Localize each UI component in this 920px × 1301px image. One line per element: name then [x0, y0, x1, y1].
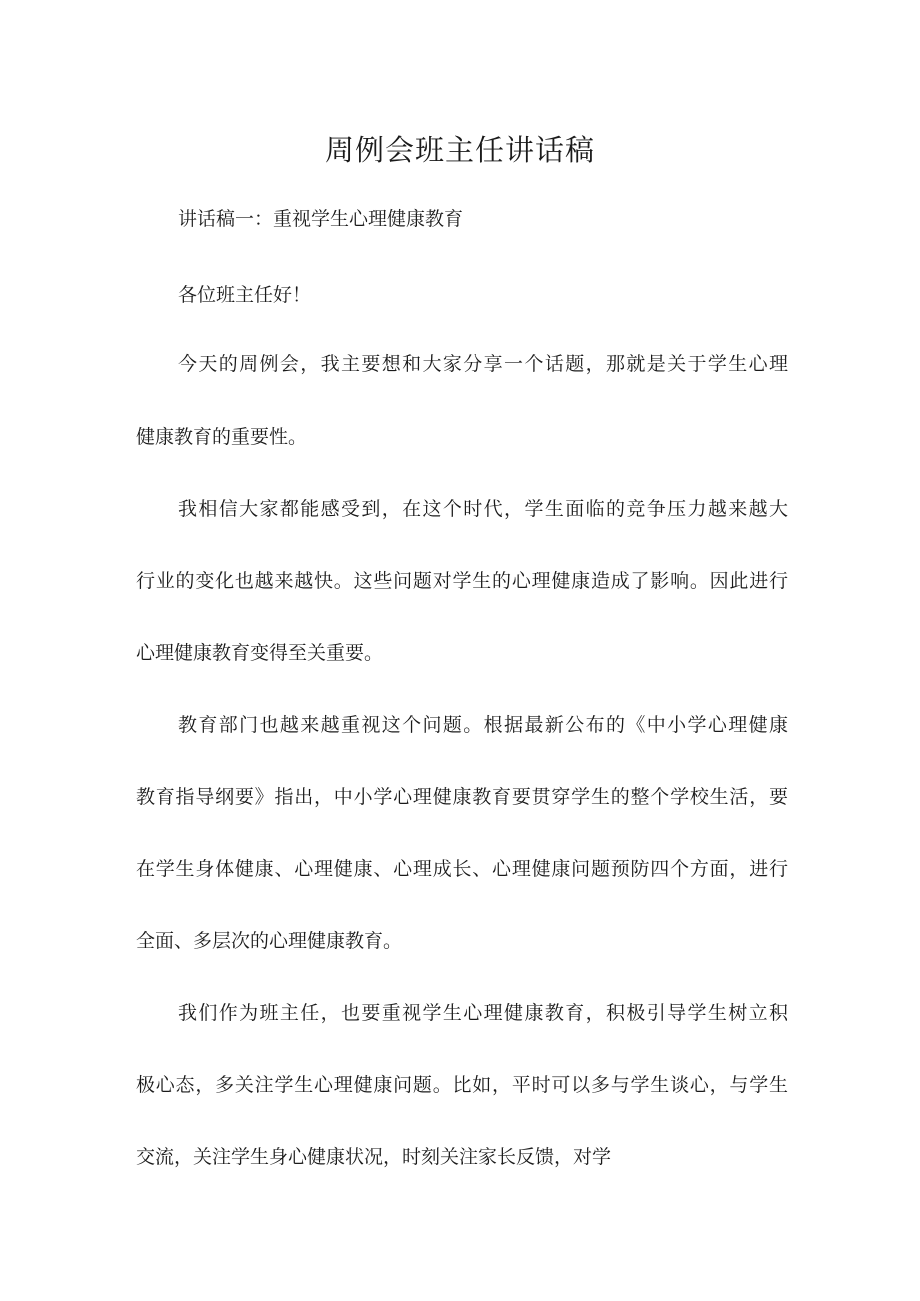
- paragraph-line: 交流，关注学生身心健康状况，时刻关注家长反馈，对学: [136, 1146, 612, 1168]
- paragraph-line: 心理健康教育变得至关重要。: [136, 642, 384, 664]
- greeting: 各位班主任好！: [178, 284, 312, 306]
- paragraph-line: 极心态，多关注学生心理健康问题。比如，平时可以多与学生谈心，与学生: [136, 1074, 788, 1096]
- paragraph-line: 我相信大家都能感受到，在这个时代，学生面临的竞争压力越来越大: [178, 498, 788, 520]
- paragraph-line: 在学生身体健康、心理健康、心理成长、心理健康问题预防四个方面，进行: [136, 858, 788, 880]
- paragraph-line: 行业的变化也越来越快。这些问题对学生的心理健康造成了影响。因此进行: [136, 570, 788, 592]
- paragraph-line: 教育部门也越来越重视这个问题。根据最新公布的《中小学心理健康: [178, 714, 788, 736]
- paragraph-line: 今天的周例会，我主要想和大家分享一个话题，那就是关于学生心理: [178, 353, 788, 375]
- paragraph-line: 健康教育的重要性。: [136, 426, 308, 448]
- document-title: 周例会班主任讲话稿: [324, 133, 595, 167]
- paragraph-line: 教育指导纲要》指出，中小学心理健康教育要贯穿学生的整个学校生活，要: [136, 786, 788, 808]
- paragraph-line: 我们作为班主任，也要重视学生心理健康教育，积极引导学生树立积: [178, 1002, 788, 1024]
- paragraph-line: 全面、多层次的心理健康教育。: [136, 930, 403, 952]
- speech-subtitle: 讲话稿一：重视学生心理健康教育: [178, 208, 464, 230]
